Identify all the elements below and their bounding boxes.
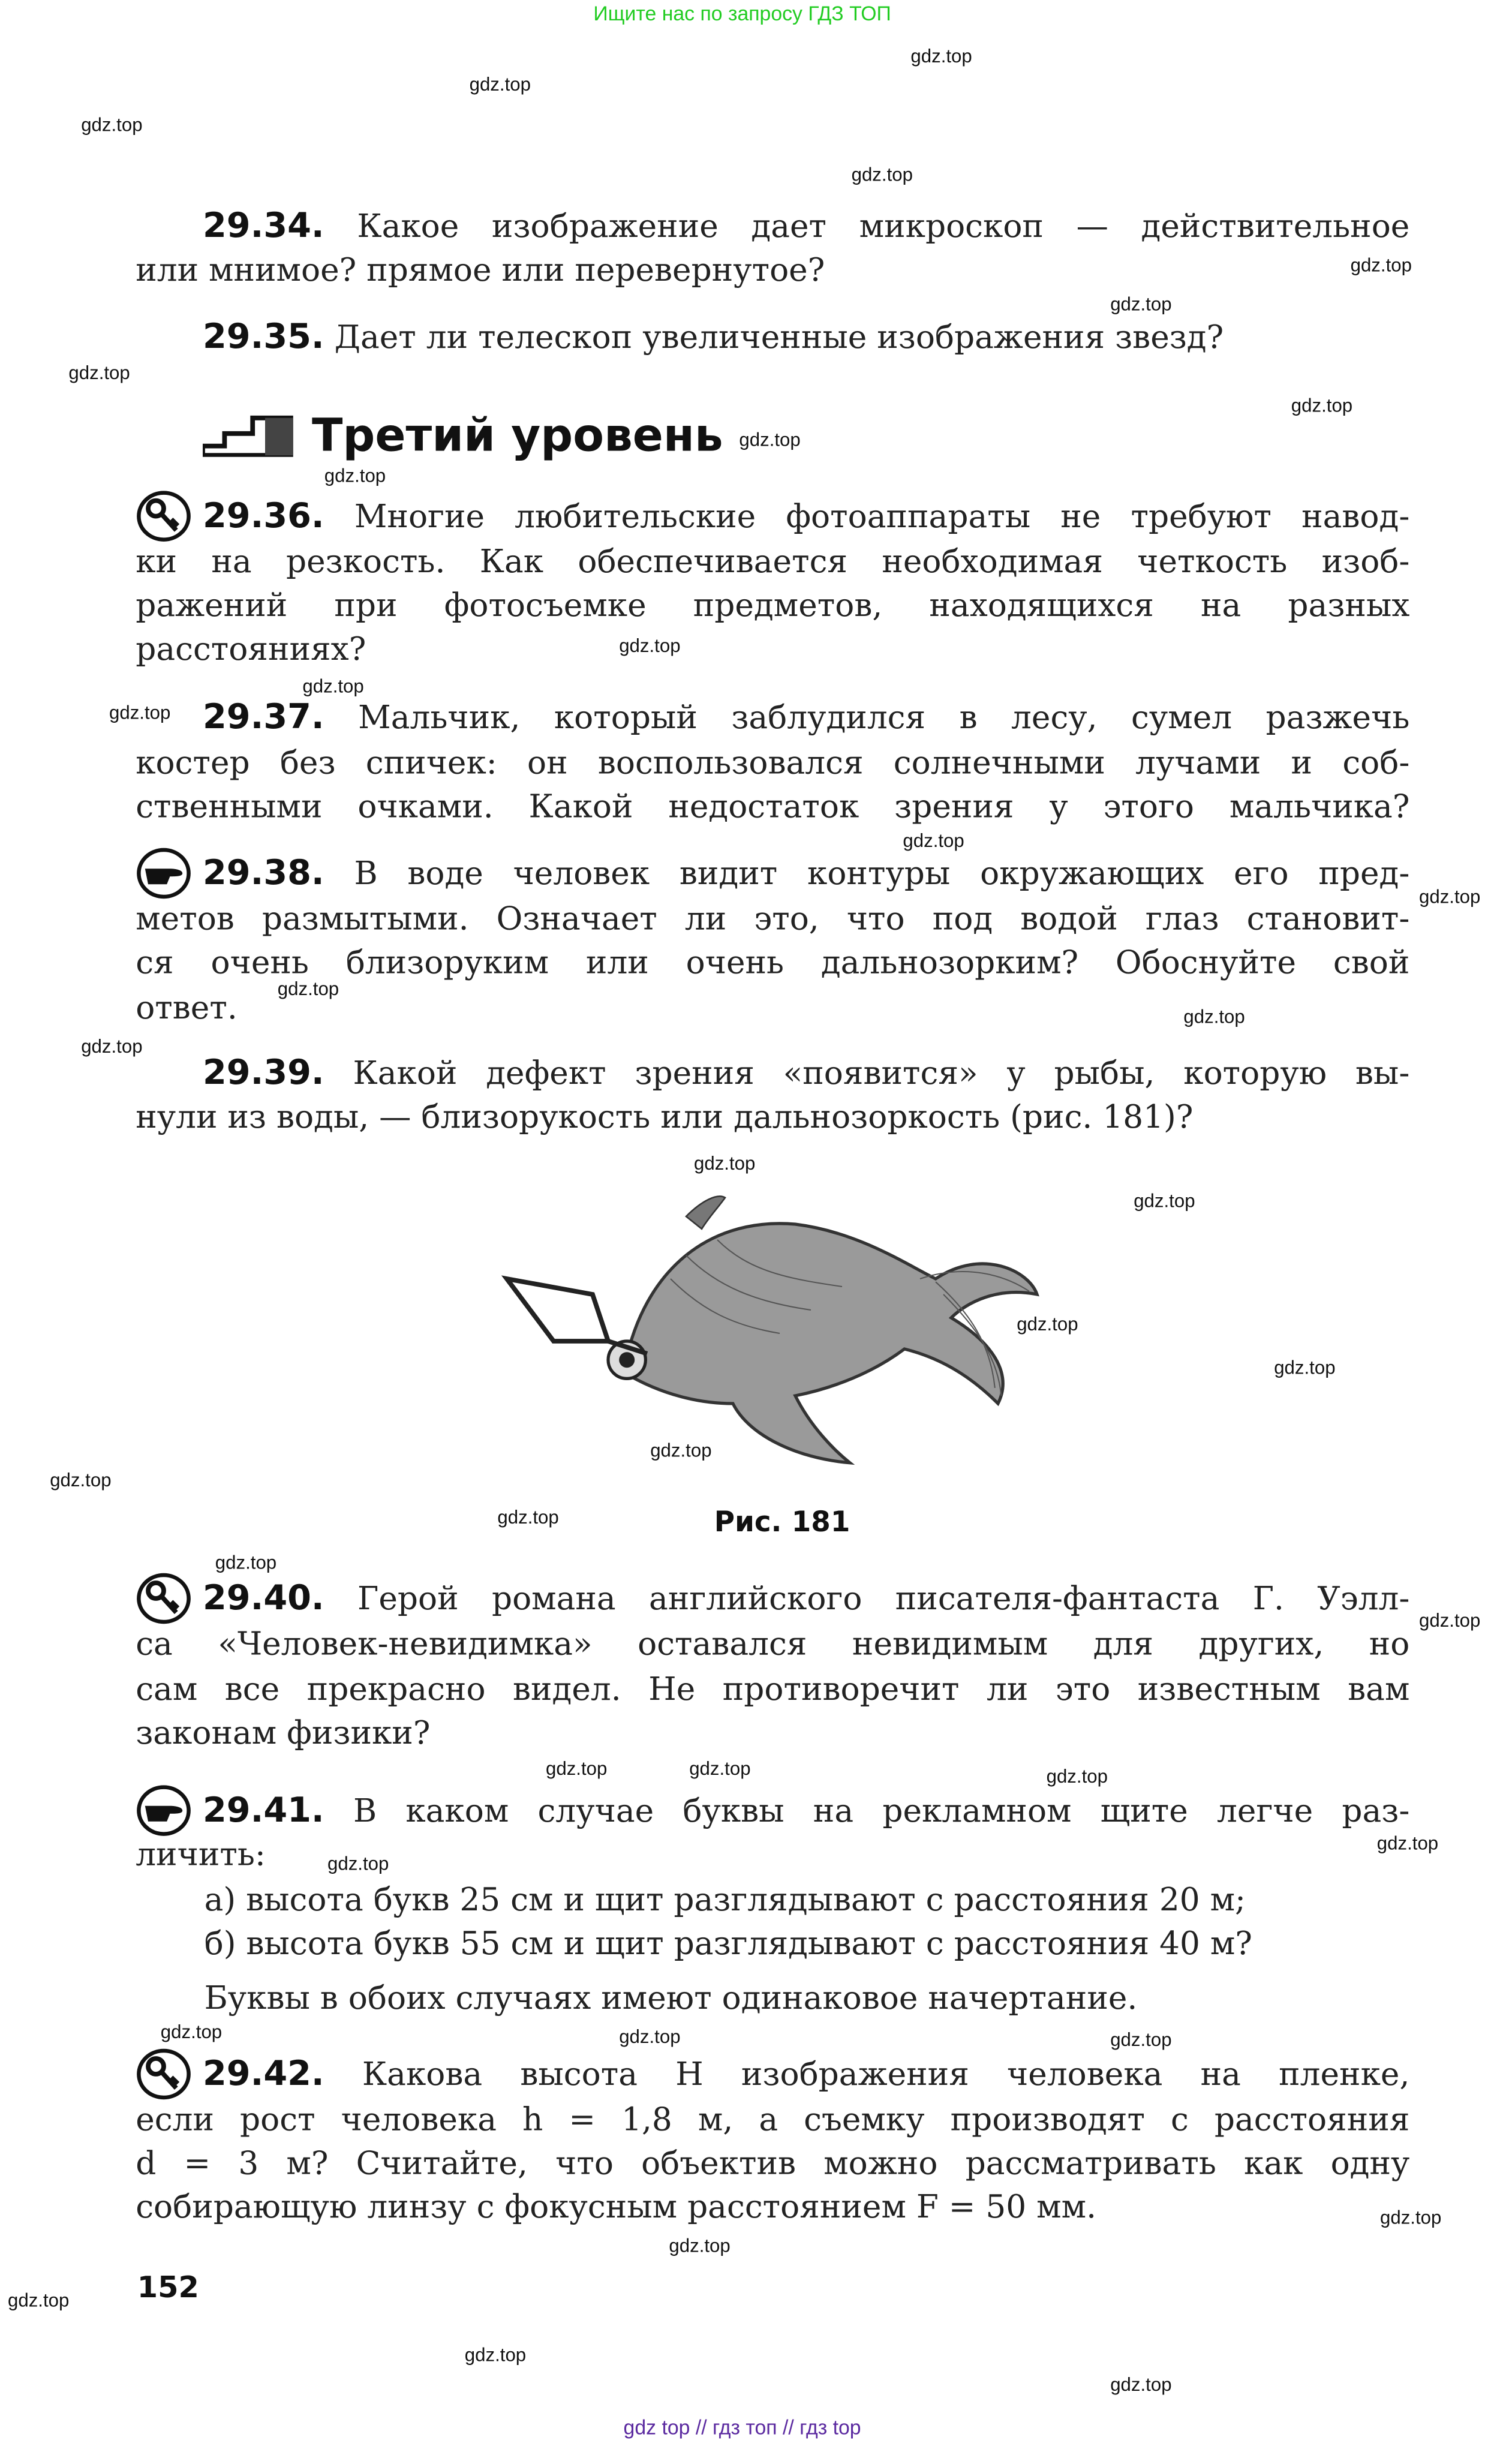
pointing-hand-icon xyxy=(136,847,192,900)
watermark-link[interactable]: gdz.top xyxy=(497,1506,559,1528)
watermark-link[interactable]: gdz.top xyxy=(545,1757,608,1780)
problem-line xyxy=(205,1979,1138,2016)
problem-number: 29.42. xyxy=(203,2055,324,2093)
problem-text: В каком случае буквы на рекламном щите легче раз- xyxy=(353,1792,1410,1829)
problem-line xyxy=(136,744,1409,781)
problem-line xyxy=(136,988,238,1026)
watermark-link[interactable]: gdz.top xyxy=(619,635,681,657)
watermark-link[interactable]: gdz.top xyxy=(1134,1189,1195,1212)
watermark-link[interactable]: gdz.top xyxy=(903,830,964,852)
problem-first-line xyxy=(203,2056,1409,2093)
watermark-link[interactable]: gdz.top xyxy=(1183,1005,1245,1028)
watermark-link[interactable]: gdz.top xyxy=(277,978,339,1000)
problem-text: расстояниях? xyxy=(136,630,366,668)
problem-first-line xyxy=(203,1792,1409,1829)
watermark-link[interactable]: gdz.top xyxy=(302,675,364,698)
problem-line xyxy=(136,630,366,667)
problem-first-line xyxy=(203,318,1224,355)
figure-caption: Рис. 181 xyxy=(714,1506,850,1540)
key-icon xyxy=(136,1572,192,1625)
problem-line xyxy=(136,1098,1193,1135)
problem-text: ственными очками. Какой недостаток зрения у этого мальчика? xyxy=(136,788,1410,825)
problem-text: костер без спичек: он воспользовался солнечными лучами и соб- xyxy=(136,744,1410,782)
problem-line xyxy=(136,1714,430,1751)
problem-text: личить: xyxy=(136,1835,266,1873)
header-banner[interactable]: Ищите нас по запросу ГДЗ ТОП xyxy=(593,1,891,25)
problem-line xyxy=(205,1881,1246,1918)
problem-line xyxy=(136,943,1409,981)
problem-number: 29.35. xyxy=(203,318,324,357)
key-icon xyxy=(136,489,192,542)
page-number: 152 xyxy=(137,2270,199,2305)
watermark-link[interactable]: gdz.top xyxy=(910,45,972,67)
watermark-link[interactable]: gdz.top xyxy=(327,1852,389,1875)
problem-first-line xyxy=(203,1580,1409,1617)
problem-first-line xyxy=(203,855,1409,892)
problem-text: В воде человек видит контуры окружающих его пред- xyxy=(354,854,1410,893)
problem-text: са «Человек-невидимка» оставался невидимым для других, но xyxy=(136,1625,1410,1663)
problem-number: 29.41. xyxy=(203,1792,324,1829)
watermark-link[interactable]: gdz.top xyxy=(50,1469,112,1491)
problem-line xyxy=(136,543,1409,580)
watermark-link[interactable]: gdz.top xyxy=(1419,885,1481,908)
problem-line xyxy=(136,900,1409,937)
problem-number: 29.39. xyxy=(203,1054,324,1092)
problem-number: 29.37. xyxy=(203,698,324,737)
problem-text: а) высота букв 25 см и щит разглядывают с расстояния 20 м; xyxy=(204,1880,1246,1918)
watermark-link[interactable]: gdz.top xyxy=(1350,254,1412,277)
watermark-link[interactable]: gdz.top xyxy=(1380,2206,1442,2229)
watermark-link[interactable]: gdz.top xyxy=(81,113,143,136)
problem-text: Герой романа английского писателя-фантаста Г. Уэлл- xyxy=(357,1579,1410,1618)
problem-text: собирающую линзу с фокусным расстоянием F = 50 мм. xyxy=(136,2187,1097,2226)
problem-text: Дает ли телескоп увеличенные изображения звезд? xyxy=(334,318,1224,356)
watermark-link[interactable]: gdz.top xyxy=(1046,1765,1108,1787)
watermark-link[interactable]: gdz.top xyxy=(1110,2373,1172,2396)
problem-line xyxy=(136,251,825,289)
footer-links[interactable]: gdz top // гдз топ // гдз top xyxy=(623,2415,861,2439)
problem-text: d = 3 м? Считайте, что объектив можно рассматривать как одну xyxy=(136,2144,1410,2182)
problem-line xyxy=(205,1924,1252,1961)
problem-number: 29.38. xyxy=(203,854,324,893)
watermark-link[interactable]: gdz.top xyxy=(694,1152,756,1174)
watermark-link[interactable]: gdz.top xyxy=(1110,293,1172,315)
problem-line xyxy=(136,2144,1409,2181)
problem-text: Буквы в обоих случаях имеют одинаковое начертание. xyxy=(204,1979,1138,2017)
problem-line xyxy=(136,2101,1409,2138)
problem-text: б) высота букв 55 см и щит разглядывают с расстояния 40 м? xyxy=(204,1924,1252,1962)
problem-line xyxy=(136,587,1409,624)
watermark-link[interactable]: gdz.top xyxy=(1291,394,1353,417)
watermark-link[interactable]: gdz.top xyxy=(160,2021,223,2043)
section-heading: Третий уровень xyxy=(312,408,723,462)
watermark-link[interactable]: gdz.top xyxy=(1110,2029,1172,2051)
watermark-link[interactable]: gdz.top xyxy=(68,362,130,384)
watermark-link[interactable]: gdz.top xyxy=(81,1035,143,1057)
problem-text: сам все прекрасно видел. Не противоречит ли это известным вам xyxy=(136,1670,1410,1708)
watermark-link[interactable]: gdz.top xyxy=(8,2289,70,2312)
key-icon xyxy=(136,2048,192,2101)
watermark-link[interactable]: gdz.top xyxy=(464,2343,527,2366)
problem-first-line xyxy=(203,208,1409,245)
pointing-hand-icon xyxy=(136,1784,192,1837)
problem-first-line xyxy=(203,497,1409,534)
problem-text: Какое изображение дает микроскоп — действительное xyxy=(357,207,1410,245)
problem-text: Мальчик, который заблудился в лесу, сумел разжечь xyxy=(358,698,1410,737)
problem-line xyxy=(136,788,1409,825)
watermark-link[interactable]: gdz.top xyxy=(324,464,386,487)
problem-text: метов размытыми. Означает ли это, что под водой глаз становит- xyxy=(136,900,1410,937)
problem-text: законам физики? xyxy=(136,1714,431,1751)
watermark-link[interactable]: gdz.top xyxy=(669,2234,731,2257)
level-icon xyxy=(203,415,293,457)
problem-text: нули из воды, — близорукость или дальнозоркость (рис. 181)? xyxy=(136,1098,1194,1135)
problem-line xyxy=(136,1625,1409,1662)
problem-text: Многие любительские фотоаппараты не требуют навод- xyxy=(354,497,1410,535)
problem-text: ответ. xyxy=(136,988,238,1026)
watermark-link[interactable]: gdz.top xyxy=(851,164,913,186)
watermark-link[interactable]: gdz.top xyxy=(215,1552,277,1574)
watermark-link[interactable]: gdz.top xyxy=(619,2026,681,2048)
problem-text: Какой дефект зрения «появится» у рыбы, которую вы- xyxy=(353,1054,1410,1092)
problem-text: ся очень близоруким или очень дальнозорким? Обоснуйте свой xyxy=(136,943,1410,981)
problem-first-line xyxy=(203,699,1409,736)
problem-first-line xyxy=(203,1054,1409,1092)
problem-line xyxy=(136,1670,1409,1708)
watermark-link[interactable]: gdz.top xyxy=(689,1757,751,1780)
problem-text: ражений при фотосъемке предметов, находящихся на разных xyxy=(136,586,1410,624)
watermark-link[interactable]: gdz.top xyxy=(650,1439,712,1462)
watermark-link[interactable]: gdz.top xyxy=(109,702,171,724)
watermark-link[interactable]: gdz.top xyxy=(1017,1313,1078,1335)
watermark-link[interactable]: gdz.top xyxy=(469,73,531,95)
problem-text: ки на резкость. Как обеспечивается необходимая четкость изоб- xyxy=(136,542,1410,581)
problem-text: или мнимое? прямое или перевернутое? xyxy=(136,251,825,289)
watermark-link[interactable]: gdz.top xyxy=(1376,1832,1439,1855)
watermark-link[interactable]: gdz.top xyxy=(1274,1357,1336,1379)
problem-number: 29.34. xyxy=(203,207,324,245)
problem-text: если рост человека h = 1,8 м, а съемку производят с расстояния xyxy=(136,2101,1410,2138)
problem-text: Какова высота H изображения человека на пленке, xyxy=(362,2055,1410,2093)
goldfish-figure xyxy=(499,1185,1045,1474)
watermark-link[interactable]: gdz.top xyxy=(739,429,801,451)
problem-line xyxy=(136,1835,266,1873)
watermark-link[interactable]: gdz.top xyxy=(1419,1609,1481,1631)
problem-number: 29.40. xyxy=(203,1579,324,1618)
problem-number: 29.36. xyxy=(203,497,324,535)
problem-line xyxy=(136,2188,1096,2225)
